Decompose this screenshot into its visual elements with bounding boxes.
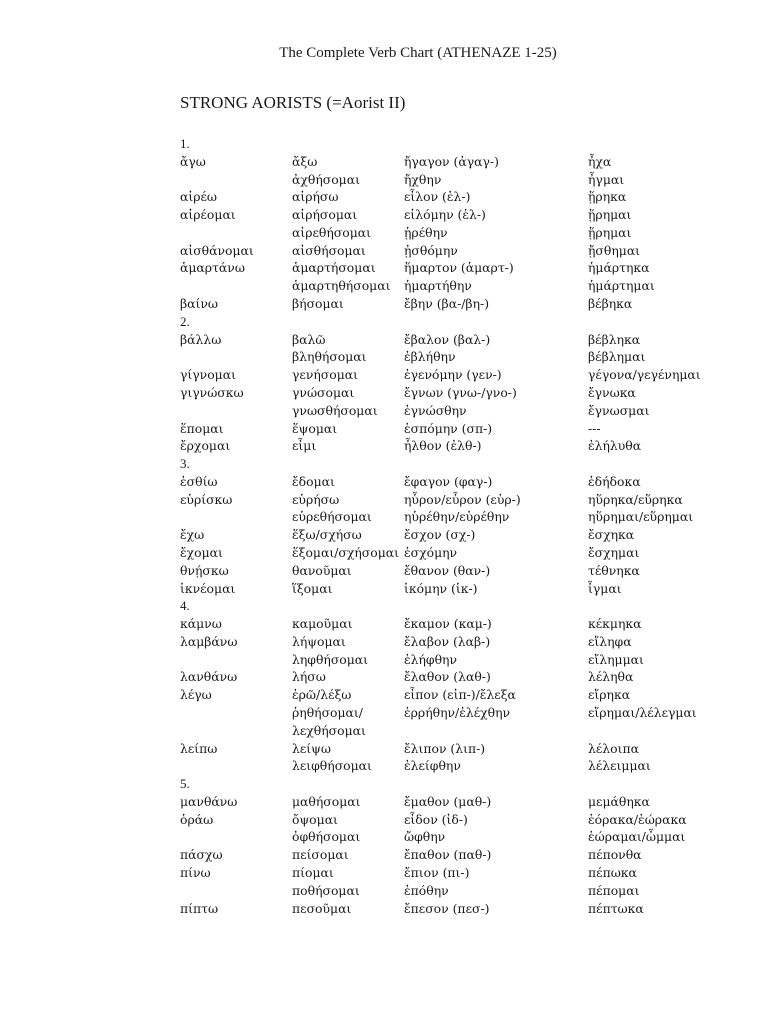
aorist-form: ἔβαλον (βαλ-)	[404, 331, 491, 347]
present-form: θνῄσκω	[180, 562, 229, 578]
future-form: γενήσομαι	[292, 367, 358, 383]
perfect-form	[588, 313, 740, 331]
verb-chart-table	[180, 135, 740, 917]
aorist-form	[404, 722, 588, 740]
aorist-form: ᾐσθόμην	[404, 242, 458, 258]
present-form: πάσχω	[180, 847, 223, 863]
aorist-form: ἔθανον (θαν-)	[404, 562, 491, 578]
verb-row	[180, 828, 740, 846]
present-form: εὑρίσκω	[180, 491, 233, 507]
present-form: βάλλω	[180, 331, 222, 347]
verb-row	[180, 206, 740, 224]
perfect-form: ἡμάρτημαι	[588, 278, 655, 294]
verb-row	[180, 508, 740, 526]
future-form: πείσομαι	[292, 847, 349, 863]
verb-row	[180, 882, 740, 900]
present-form: λείπω	[180, 740, 218, 756]
aorist-form: ηὗρον/εὗρον (εὑρ-)	[404, 491, 521, 507]
verb-row	[180, 366, 740, 384]
perfect-form: ἔγνωσμαι	[588, 402, 650, 418]
perfect-form: ἔγνωκα	[588, 384, 636, 400]
present-form: ἱκνέομαι	[180, 580, 236, 596]
verb-row	[180, 668, 740, 686]
group-number-row	[180, 135, 740, 153]
future-form	[292, 313, 404, 331]
aorist-form: ἐσχόμην	[404, 544, 458, 560]
future-form: βήσομαι	[292, 296, 344, 312]
present-form: αἰσθάνομαι	[180, 242, 254, 258]
present-form	[180, 508, 292, 526]
future-form: βληθήσομαι	[292, 349, 367, 365]
present-form	[180, 348, 292, 366]
aorist-form: ἐγνώσθην	[404, 402, 467, 418]
present-form: αἱρέομαι	[180, 207, 236, 223]
group-number-row	[180, 455, 740, 473]
perfect-form: ᾕρημαι	[588, 207, 632, 223]
future-form: γνωσθήσομαι	[292, 402, 378, 418]
group-number: 1.	[180, 136, 190, 151]
verb-row	[180, 295, 740, 313]
future-form: εἶμι	[292, 438, 317, 454]
perfect-form: ἷγμαι	[588, 580, 622, 596]
future-form: εὑρήσω	[292, 491, 340, 507]
perfect-form: ἔσχηκα	[588, 527, 635, 543]
verb-row	[180, 793, 740, 811]
present-form: πίνω	[180, 865, 211, 881]
verb-row	[180, 188, 740, 206]
verb-row	[180, 331, 740, 349]
aorist-form	[404, 597, 588, 615]
future-form: πεσοῦμαι	[292, 900, 352, 916]
present-form: ἔχω	[180, 527, 205, 543]
future-form: ῥηθήσομαι/	[292, 705, 363, 720]
present-form: ἔχομαι	[180, 544, 223, 560]
verb-chart-body	[180, 135, 740, 917]
future-form: ἐρῶ/λέξω	[292, 687, 352, 703]
aorist-form	[404, 135, 588, 153]
aorist-form: ἔφαγον (φαγ-)	[404, 473, 493, 489]
present-form: ἔρχομαι	[180, 438, 231, 454]
verb-row	[180, 757, 740, 775]
verb-row	[180, 562, 740, 580]
aorist-form: ἦλθον (ἐλθ-)	[404, 438, 482, 454]
aorist-form: εἶπον (εἰπ-)/ἔλεξα	[404, 687, 516, 703]
future-form: ὄψομαι	[292, 811, 338, 827]
perfect-form: ηὕρημαι/εὕρημαι	[588, 509, 694, 525]
verb-row	[180, 686, 740, 704]
present-form	[180, 277, 292, 295]
aorist-form: ἔπεσον (πεσ-)	[404, 900, 490, 916]
present-form: λαμβάνω	[180, 633, 238, 649]
future-form	[292, 455, 404, 473]
verb-row	[180, 526, 740, 544]
present-form: γιγνώσκω	[180, 384, 244, 400]
aorist-form: ἔλιπον (λιπ-)	[404, 740, 486, 756]
aorist-form	[404, 313, 588, 331]
future-form: γνώσομαι	[292, 384, 355, 400]
perfect-form: ---	[588, 420, 601, 436]
aorist-form: ἔπαθον (παθ-)	[404, 847, 492, 863]
verb-row	[180, 544, 740, 562]
perfect-form: εἴρηκα	[588, 687, 631, 703]
aorist-form: ἐγενόμην (γεν-)	[404, 367, 502, 383]
aorist-form: ὤφθην	[404, 829, 446, 845]
verb-row	[180, 277, 740, 295]
future-form: ποθήσομαι	[292, 882, 360, 898]
verb-row	[180, 864, 740, 882]
aorist-form: ἐπόθην	[404, 882, 449, 898]
aorist-form: ἔκαμον (καμ-)	[404, 616, 492, 632]
future-form	[292, 775, 404, 793]
present-form: κάμνω	[180, 616, 222, 632]
perfect-form: κέκμηκα	[588, 616, 642, 632]
future-form: λήσω	[292, 669, 326, 685]
future-form: ἀχθήσομαι	[292, 171, 360, 187]
group-number-row	[180, 597, 740, 615]
perfect-form: λέλοιπα	[588, 740, 639, 756]
aorist-form: εἷλον (ἑλ-)	[404, 189, 471, 205]
future-form: ἕψομαι	[292, 420, 338, 436]
verb-row	[180, 473, 740, 491]
future-form: εὑρεθήσομαι	[292, 509, 372, 525]
perfect-form: ἔσχημαι	[588, 544, 640, 560]
future-form: ἕξομαι/σχήσομαι	[292, 544, 399, 560]
aorist-form: ἔλαβον (λαβ-)	[404, 633, 491, 649]
aorist-form: εἶδον (ἰδ-)	[404, 811, 468, 827]
aorist-form: ἤγαγον (ἀγαγ-)	[404, 153, 499, 169]
aorist-form: ηὑρέθην/εὑρέθην	[404, 509, 510, 525]
present-form	[180, 722, 292, 740]
aorist-form: ἡμαρτήθην	[404, 278, 472, 294]
perfect-form: πέπωκα	[588, 865, 637, 881]
present-form: ἄγω	[180, 153, 206, 169]
section-heading: STRONG AORISTS (=Aorist II)	[180, 93, 406, 112]
group-number-row	[180, 313, 740, 331]
aorist-form: ἔμαθον (μαθ-)	[404, 793, 492, 809]
present-form: λανθάνω	[180, 669, 238, 685]
document-title: The Complete Verb Chart (ATHENAZE 1-25)	[279, 45, 557, 61]
present-form: ἐσθίω	[180, 473, 218, 489]
future-form: λειφθήσομαι	[292, 758, 372, 774]
verb-row	[180, 420, 740, 438]
present-form: βαίνω	[180, 296, 219, 312]
group-number-row	[180, 775, 740, 793]
perfect-form: εἴληφα	[588, 633, 632, 649]
future-form: ἁμαρτηθήσομαι	[292, 278, 391, 294]
perfect-form: πέπτωκα	[588, 900, 644, 916]
present-form: γίγνομαι	[180, 367, 236, 383]
future-form: ἁμαρτήσομαι	[292, 260, 376, 276]
future-form: λεχθήσομαι	[292, 722, 366, 738]
perfect-form: πέπονθα	[588, 847, 642, 863]
perfect-form: μεμάθηκα	[588, 793, 650, 809]
perfect-form: βέβληκα	[588, 331, 641, 347]
perfect-form: γέγονα/γεγένημαι	[588, 367, 701, 383]
perfect-form	[588, 455, 740, 473]
perfect-form: ᾔσθημαι	[588, 242, 641, 258]
future-form: καμοῦμαι	[292, 616, 353, 632]
present-form: αἱρέω	[180, 189, 218, 205]
verb-row	[180, 846, 740, 864]
future-form	[292, 597, 404, 615]
perfect-form: ᾕρηκα	[588, 189, 627, 205]
verb-row	[180, 651, 740, 669]
future-form: θανοῦμαι	[292, 562, 352, 578]
perfect-form: βέβηκα	[588, 296, 633, 312]
group-number: 4.	[180, 598, 190, 614]
verb-row	[180, 900, 740, 918]
future-form: αἱρήσομαι	[292, 207, 358, 223]
verb-row	[180, 615, 740, 633]
perfect-form: ἑόρακα/ἑώρακα	[588, 811, 687, 827]
verb-row	[180, 348, 740, 366]
aorist-form	[404, 775, 588, 793]
verb-row	[180, 491, 740, 509]
aorist-form: ἔπιον (πι-)	[404, 865, 470, 881]
perfect-form: ἐδήδοκα	[588, 473, 641, 489]
perfect-form: εἴρημαι/λέλεγμαι	[588, 705, 697, 720]
present-form: ἁμαρτάνω	[180, 260, 245, 276]
future-form: λήψομαι	[292, 633, 346, 649]
perfect-form: ἡμάρτηκα	[588, 260, 650, 276]
present-form	[180, 828, 292, 846]
perfect-form	[588, 722, 740, 740]
verb-row	[180, 704, 740, 722]
verb-row	[180, 811, 740, 829]
present-form	[180, 757, 292, 775]
aorist-form	[404, 455, 588, 473]
perfect-form: εἴλημμαι	[588, 651, 644, 667]
future-form: πίομαι	[292, 865, 334, 881]
aorist-form: ἱκόμην (ἱκ-)	[404, 580, 478, 596]
aorist-form: ἔβην (βα-/βη-)	[404, 296, 490, 312]
perfect-form: ἦγμαι	[588, 171, 625, 187]
aorist-form: εἱλόμην (ἑλ-)	[404, 207, 486, 223]
perfect-form: βέβλημαι	[588, 349, 646, 365]
verb-row	[180, 224, 740, 242]
verb-row	[180, 171, 740, 189]
future-form: λείψω	[292, 740, 331, 756]
perfect-form: ἦχα	[588, 153, 612, 169]
verb-row	[180, 580, 740, 598]
aorist-form: ἐλήφθην	[404, 651, 458, 667]
present-form: μανθάνω	[180, 793, 238, 809]
future-form: ληφθήσομαι	[292, 651, 369, 667]
aorist-form: ἔγνων (γνω-/γνο-)	[404, 384, 517, 400]
verb-row	[180, 242, 740, 260]
verb-row	[180, 722, 740, 740]
future-form: ἕξω/σχήσω	[292, 527, 362, 543]
future-form: βαλῶ	[292, 331, 326, 347]
perfect-form	[588, 597, 740, 615]
perfect-form	[588, 135, 740, 153]
aorist-form: ἐβλήθην	[404, 349, 456, 365]
aorist-form: ἐρρήθην/ἐλέχθην	[404, 705, 511, 720]
perfect-form: λέλειμμαι	[588, 758, 651, 774]
perfect-form: λέληθα	[588, 669, 634, 685]
present-form	[180, 171, 292, 189]
perfect-form	[588, 775, 740, 793]
perfect-form: ηὕρηκα/εὕρηκα	[588, 491, 683, 507]
future-form: ἔδομαι	[292, 473, 335, 489]
group-number: 2.	[180, 313, 190, 329]
future-form	[292, 135, 404, 153]
present-form: λέγω	[180, 687, 212, 703]
verb-row	[180, 402, 740, 420]
verb-row	[180, 740, 740, 758]
future-form: αἱρεθήσομαι	[292, 224, 372, 240]
present-form	[180, 882, 292, 900]
perfect-form: τέθνηκα	[588, 562, 640, 578]
aorist-form: ἔσχον (σχ-)	[404, 527, 476, 543]
present-form	[180, 704, 292, 722]
perfect-form: ἑώραμαι/ὦμμαι	[588, 829, 686, 845]
aorist-form: ἐλείφθην	[404, 758, 461, 774]
present-form: ὁράω	[180, 811, 214, 827]
future-form: αἱρήσω	[292, 189, 339, 205]
perfect-form: ᾕρημαι	[588, 224, 632, 240]
future-form: ἵξομαι	[292, 580, 333, 596]
verb-row	[180, 384, 740, 402]
aorist-form: ἑσπόμην (σπ-)	[404, 420, 493, 436]
perfect-form: ἐλήλυθα	[588, 438, 642, 454]
future-form: αἰσθήσομαι	[292, 242, 366, 258]
verb-row	[180, 437, 740, 455]
verb-row	[180, 259, 740, 277]
verb-row	[180, 153, 740, 171]
present-form	[180, 224, 292, 242]
future-form: μαθήσομαι	[292, 793, 361, 809]
aorist-form: ᾑρέθην	[404, 224, 448, 240]
present-form: ἕπομαι	[180, 420, 224, 436]
present-form	[180, 402, 292, 420]
verb-row	[180, 633, 740, 651]
future-form: ἄξω	[292, 153, 318, 169]
group-number: 3.	[180, 456, 190, 472]
present-form	[180, 651, 292, 669]
aorist-form: ἥμαρτον (ἁμαρτ-)	[404, 260, 514, 276]
present-form: πίπτω	[180, 900, 219, 916]
perfect-form: πέπομαι	[588, 882, 640, 898]
group-number: 5.	[180, 776, 190, 792]
aorist-form: ἤχθην	[404, 171, 442, 187]
future-form: ὀφθήσομαι	[292, 829, 361, 845]
aorist-form: ἔλαθον (λαθ-)	[404, 669, 491, 685]
